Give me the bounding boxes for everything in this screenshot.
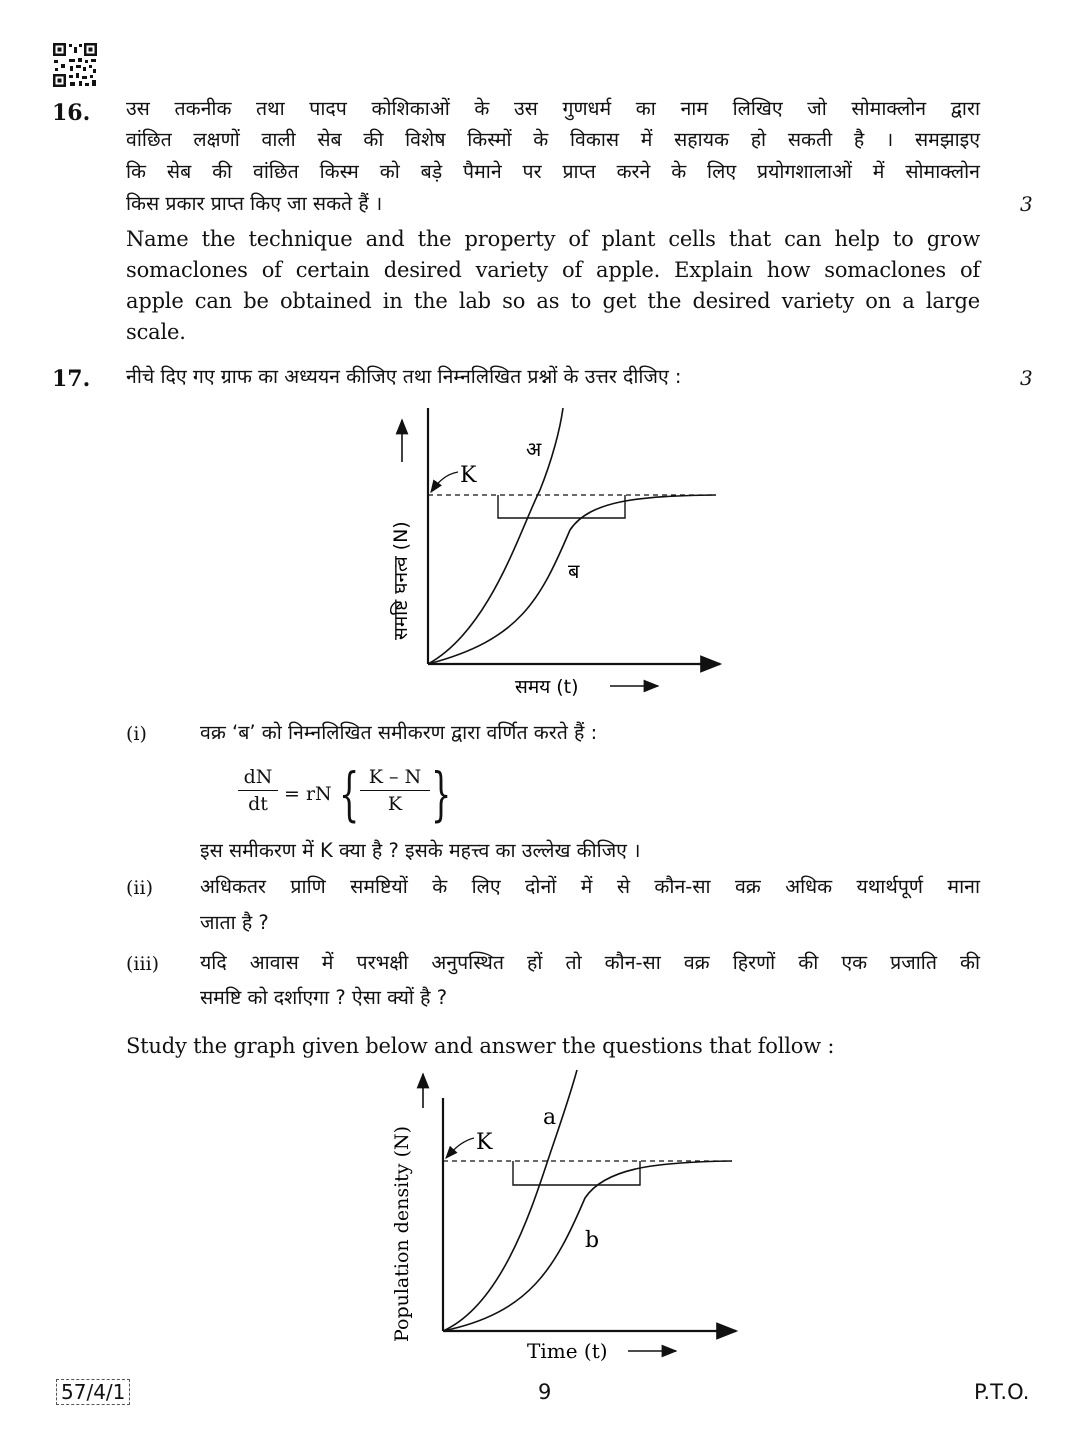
subq-i-text: वक्र ‘ब’ को निम्नलिखित समीकरण द्वारा वर्णित करते हैं : (200, 721, 598, 744)
q16-english-line-4: scale. (126, 320, 186, 344)
x-axis-label: Time (t) (527, 1339, 608, 1363)
q17-marks: 3 (1020, 366, 1033, 390)
x-axis-label: समय (t) (515, 676, 579, 698)
pto-label: P.T.O. (974, 1380, 1030, 1404)
growth-graph-english (380, 1068, 750, 1368)
q16-hindi-line-2: वांछित लक्षणों वाली सेब की विशेष किस्मों के विकास में सहायक हो सकती है । समझाइए (126, 128, 980, 151)
q16-hindi-line-3: कि सेब की वांछित किस्म को बड़े पैमाने पर प्राप्त करने के लिए प्रयोगशालाओं में सोमाक्लोन (126, 160, 980, 183)
k-pointer-arrow (431, 472, 458, 492)
q16-marks: 3 (1020, 192, 1033, 216)
eq-dN: dN (243, 766, 273, 788)
growth-graph-hindi (380, 400, 740, 700)
eq-rn: = rN (284, 783, 332, 805)
curve-a (428, 408, 563, 664)
curve-a (443, 1070, 577, 1331)
q16-english-line-2: somaclones of certain desired variety of apple. Explain how somaclones of (126, 258, 980, 282)
q16-english-line-3: apple can be obtained in the lab so as to get the desired variety on a large (126, 289, 980, 313)
y-axis-label: Population density (N) (391, 1125, 413, 1342)
question-number-17: 17. (52, 366, 91, 392)
curve-a-label: a (543, 1105, 557, 1130)
curve-b-label: b (585, 1228, 600, 1253)
k-label: K (460, 463, 477, 488)
k-label: K (476, 1130, 493, 1155)
subq-iii-label: (iii) (126, 953, 160, 975)
eq-dt: dt (248, 793, 268, 815)
curve-b-label: ब (568, 559, 580, 583)
q17-english-intro: Study the graph given below and answer the questions that follow : (126, 1034, 835, 1058)
question-number-16: 16. (52, 100, 91, 126)
qr-code (52, 42, 98, 88)
subq-ii-line-1: अधिकतर प्राणि समष्टियों के लिए दोनों में से कौन-सा वक्र अधिक यथार्थपूर्ण माना (200, 875, 980, 898)
subq-iii-line-2: समष्टि को दर्शाएगा ? ऐसा क्यों है ? (200, 986, 448, 1009)
q16-english-line-1: Name the technique and the property of plant cells that can help to grow (126, 227, 980, 251)
subq-ii-label: (ii) (126, 877, 153, 899)
subq-ii-line-2: जाता है ? (200, 911, 269, 934)
y-axis-label: समष्टि घनत्व (N) (390, 521, 412, 640)
logistic-equation: dN dt = rN { K – N K } (238, 762, 458, 834)
subq-iii-line-1: यदि आवास में परभक्षी अनुपस्थित हों तो कौन-सा वक्र हिरणों की एक प्रजाति की (200, 951, 980, 974)
page-number: 9 (538, 1380, 552, 1404)
eq-denominator: K (387, 793, 403, 815)
k-pointer-arrow (446, 1138, 474, 1158)
eq-numerator: K – N (368, 766, 422, 788)
curve-a-label: अ (526, 437, 542, 461)
paper-code: 57/4/1 (56, 1379, 130, 1405)
subq-i-question: इस समीकरण में K क्या है ? इसके महत्त्व का उल्लेख कीजिए । (200, 839, 641, 862)
subq-i-label: (i) (126, 723, 147, 745)
q16-hindi-line-1: उस तकनीक तथा पादप कोशिकाओं के उस गुणधर्म का नाम लिखिए जो सोमाक्लोन द्वारा (126, 97, 980, 120)
q16-hindi-line-4: किस प्रकार प्राप्त किए जा सकते हैं । (126, 192, 383, 215)
q17-hindi-intro: नीचे दिए गए ग्राफ का अध्ययन कीजिए तथा निम्नलिखित प्रश्नों के उत्तर दीजिए : (126, 365, 682, 388)
